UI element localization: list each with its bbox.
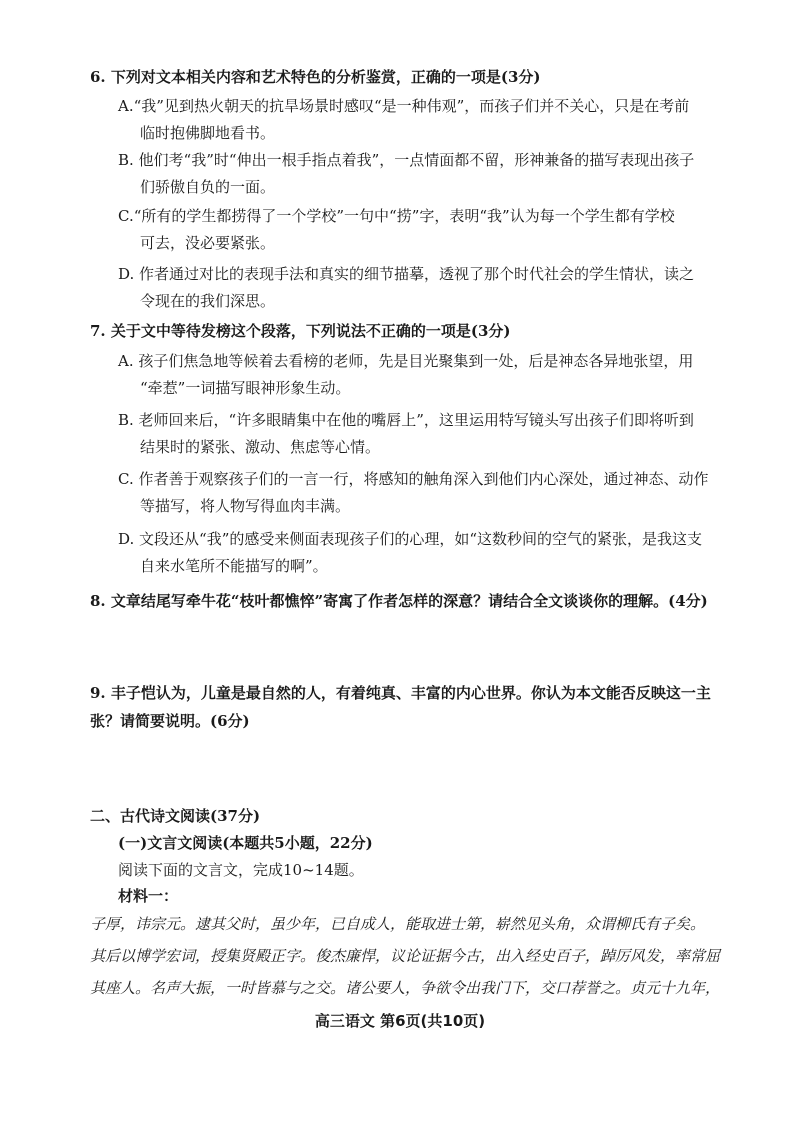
question-8: 8. 文章结尾写牵牛花“枝叶都憔悴”寄寓了作者怎样的深意？请结合全文谈谈你的理解。(4分): [90, 592, 708, 610]
question-7-option-a: [118, 348, 718, 402]
option-line1: A. 孩子们焦急地等候着去看榜的老师，先是目光聚集到一处，后是神态各异地张望，用: [118, 352, 694, 370]
option-line1: C. 作者善于观察孩子们的一言一行，将感知的触角深入到他们内心深处，通过神态、动作: [118, 470, 709, 488]
option-line1: D. 作者通过对比的表现手法和真实的细节描摹，透视了那个时代社会的学生情状，读之: [118, 265, 695, 283]
option-line1: D. 文段还从“我”的感受来侧面表现孩子们的心理，如“这数秒间的空气的紧张，是我这支: [118, 530, 703, 548]
classical-text-line: 其座人。名声大振，一时皆慕与之交。诸公要人，争欲令出我门下，交口荐誉之。贞元十九年，: [90, 979, 721, 997]
question-6-option-c: [118, 203, 718, 257]
option-line2: 们骄傲自负的一面。: [140, 178, 276, 196]
subsection-title: (一)文言文阅读(本题共5小题，22分): [118, 834, 373, 852]
question-6-stem: 6. 下列对文本相关内容和艺术特色的分析鉴赏，正确的一项是(3分): [90, 68, 541, 86]
page-footer: 高三语文 第6页(共10页): [314, 1012, 486, 1030]
question-9-line2: 张？请简要说明。(6分): [90, 712, 250, 730]
option-line2: 结果时的紧张、激动、焦虑等心情。: [140, 438, 381, 456]
question-7-stem: 7. 关于文中等待发榜这个段落，下列说法不正确的一项是(3分): [90, 322, 511, 340]
option-line2: 自来水笔所不能描写的啊”。: [140, 557, 328, 575]
option-line1: C.“所有的学生都捞得了一个学校”一句中“捞”字，表明“我”认为每一个学生都有学校: [118, 207, 675, 225]
option-line2: 等描写，将人物写得血肉丰满。: [140, 497, 351, 515]
material-label: 材料一：: [118, 887, 179, 905]
option-line2: 临时抱佛脚地看书。: [140, 124, 276, 142]
reading-instruction: 阅读下面的文言文，完成10~14题。: [118, 861, 364, 879]
question-7-option-c: [118, 466, 718, 520]
option-line1: B. 老师回来后，“许多眼睛集中在他的嘴唇上”，这里运用特写镜头写出孩子们即将听到: [118, 411, 694, 429]
option-line2: 可去，没必要紧张。: [140, 234, 276, 252]
question-7-option-b: [118, 407, 718, 461]
classical-text-line: 子厚，讳宗元。逮其父时，虽少年，已自成人，能取进士第，崭然见头角，众谓柳氏有子矣。: [90, 915, 706, 933]
option-line1: A.“我”见到热火朝天的抗旱场景时感叹“是一种伟观”，而孩子们并不关心，只是在考前: [118, 97, 690, 115]
option-line1: B. 他们考“我”时“伸出一根手指点着我”，一点情面都不留，形神兼备的描写表现出孩子: [118, 151, 695, 169]
question-9-line1: 9. 丰子恺认为，儿童是最自然的人，有着纯真、丰富的内心世界。你认为本文能否反映这一主: [90, 684, 711, 702]
question-6-option-d: [118, 261, 718, 315]
question-6-option-b: [118, 147, 718, 201]
question-6-option-a: [118, 93, 718, 147]
classical-text: [90, 908, 730, 1004]
option-line2: 令现在的我们深思。: [140, 292, 276, 310]
question-7-option-d: [118, 526, 718, 580]
section-2-title: 二、古代诗文阅读(37分): [90, 807, 261, 825]
classical-text-line: 其后以博学宏词，授集贤殿正字。俊杰廉悍，议论证据今古，出入经史百子，踔厉风发，率常屈: [90, 947, 721, 965]
option-line2: “牵惹”一词描写眼神形象生动。: [140, 379, 351, 397]
